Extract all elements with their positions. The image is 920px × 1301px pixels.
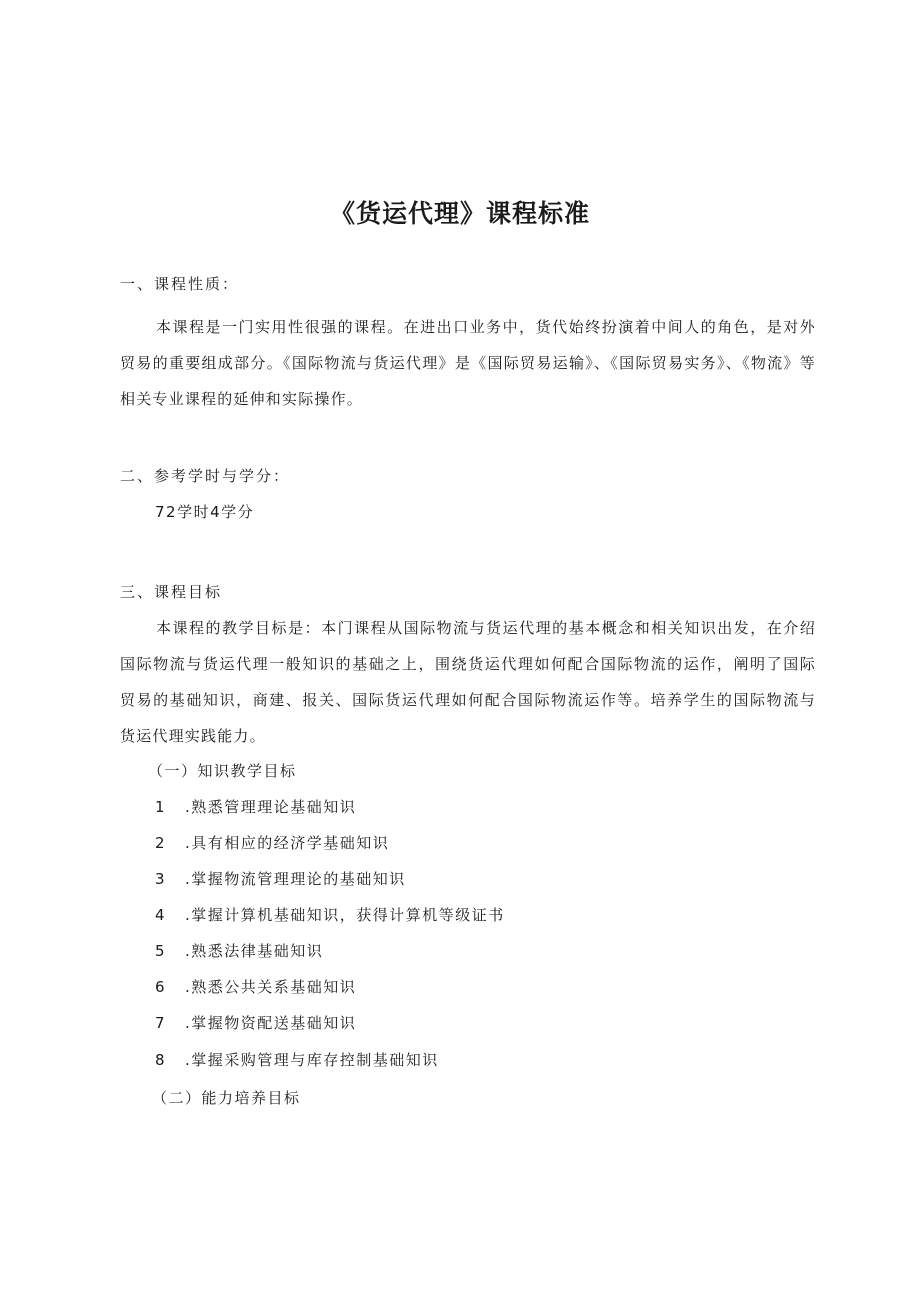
section-heading-course-objectives: 三、课程目标 bbox=[120, 583, 223, 601]
list-item bbox=[155, 1048, 439, 1072]
document-title: 《货运代理》课程标准 bbox=[329, 199, 590, 228]
list-item bbox=[155, 975, 356, 999]
list-item bbox=[155, 831, 389, 855]
section-heading-course-nature: 一、课程性质： bbox=[120, 275, 240, 293]
list-item-text: .掌握计算机基础知识，获得计算机等级证书 bbox=[185, 906, 505, 924]
list-item-number: 1 bbox=[155, 798, 167, 816]
list-item-text: .熟悉管理理论基础知识 bbox=[185, 798, 357, 816]
list-item bbox=[155, 795, 356, 819]
list-item bbox=[155, 939, 323, 963]
list-item-text: .具有相应的经济学基础知识 bbox=[185, 834, 390, 852]
section-body-course-objectives: 本课程的教学目标是：本门课程从国际物流与货运代理的基本概念和相关知识出发，在介绍国际物流与货运代理一般知识的基础之上，围绕货运代理如何配合国际物流的运作，阐明了国际贸易的基础知识，商建、报关、国际货运代理如何配合国际物流运作等。培养学生的国际物流与货运代理实践能力。 bbox=[120, 619, 816, 745]
section-body-hours-credits: 72学时4学分 bbox=[155, 503, 255, 521]
subsection-heading-knowledge-objectives: （一）知识教学目标 bbox=[148, 762, 297, 780]
subsection-heading-ability-objectives: （二）能力培养目标 bbox=[152, 1089, 301, 1107]
list-item-number: 2 bbox=[155, 834, 167, 852]
section-heading-hours-credits: 二、参考学时与学分： bbox=[120, 467, 291, 485]
list-item-text: .熟悉公共关系基础知识 bbox=[185, 978, 357, 996]
section-body-course-nature: 本课程是一门实用性很强的课程。在进出口业务中，货代始终扮演着中间人的角色，是对外贸易的重要组成部分。《国际物流与货运代理》是《国际贸易运输》、《国际贸易实务》、《物流》等相关专业课程的延伸和实际操作。 bbox=[120, 318, 816, 408]
list-item-text: .掌握物资配送基础知识 bbox=[185, 1014, 357, 1032]
list-item-number: 5 bbox=[155, 942, 167, 960]
list-item-number: 7 bbox=[155, 1014, 167, 1032]
list-item-number: 3 bbox=[155, 870, 167, 888]
list-item-text: .掌握采购管理与库存控制基础知识 bbox=[185, 1051, 439, 1069]
list-item-text: .掌握物流管理理论的基础知识 bbox=[185, 870, 406, 888]
list-item bbox=[155, 903, 505, 927]
list-item-number: 4 bbox=[155, 906, 167, 924]
list-item bbox=[155, 867, 406, 891]
list-item-number: 6 bbox=[155, 978, 167, 996]
list-item-text: .熟悉法律基础知识 bbox=[185, 942, 324, 960]
list-item-number: 8 bbox=[155, 1051, 167, 1069]
list-item bbox=[155, 1011, 356, 1035]
